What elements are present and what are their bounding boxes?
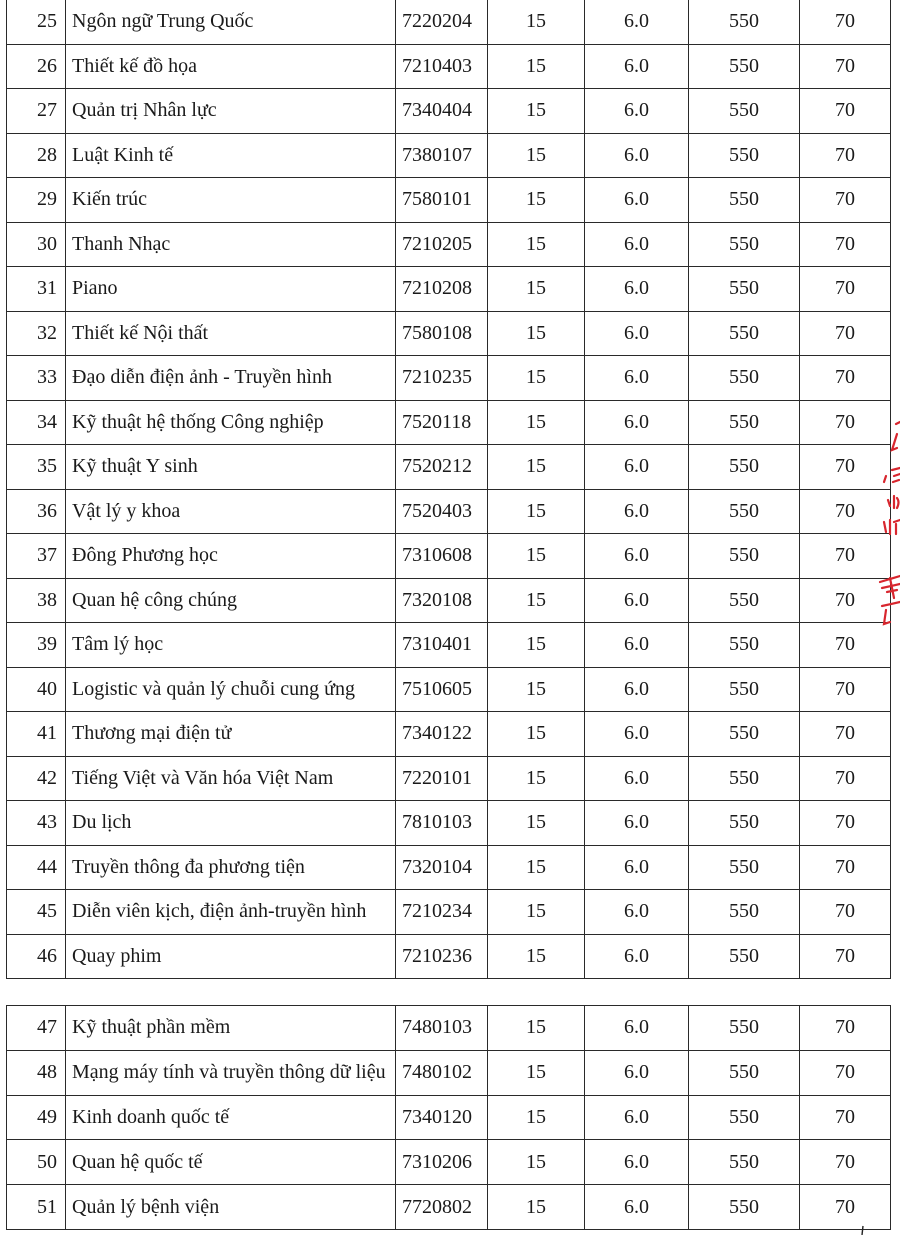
value-col-4: 70 [800,44,891,89]
value-col-1: 15 [488,178,585,223]
admission-table-part-1 [6,0,891,979]
value-col-4: 70 [800,222,891,267]
value-col-2: 6.0 [585,578,689,623]
value-col-4: 70 [800,578,891,623]
value-col-1: 15 [488,133,585,178]
major-code: 7580108 [396,311,488,356]
table-row [7,267,891,312]
value-col-2: 6.0 [585,845,689,890]
value-col-4: 70 [800,489,891,534]
row-number: 36 [7,489,66,534]
major-code: 7310401 [396,623,488,668]
value-col-1: 15 [488,756,585,801]
value-col-3: 550 [689,44,800,89]
row-number: 47 [7,1006,66,1051]
major-code: 7520403 [396,489,488,534]
major-name: Truyền thông đa phương tiện [66,845,396,890]
value-col-1: 15 [488,1140,585,1185]
value-col-2: 6.0 [585,756,689,801]
table-row [7,667,891,712]
major-code: 7810103 [396,801,488,846]
value-col-3: 550 [689,845,800,890]
row-number: 51 [7,1185,66,1230]
value-col-2: 6.0 [585,1185,689,1230]
table-row [7,712,891,757]
value-col-4: 70 [800,534,891,579]
value-col-4: 70 [800,89,891,134]
value-col-1: 15 [488,845,585,890]
value-col-4: 70 [800,133,891,178]
major-name: Logistic và quản lý chuỗi cung ứng [66,667,396,712]
table-row [7,1140,891,1185]
major-code: 7380107 [396,133,488,178]
value-col-1: 15 [488,667,585,712]
major-name: Kiến trúc [66,178,396,223]
row-number: 44 [7,845,66,890]
value-col-1: 15 [488,89,585,134]
table-row [7,0,891,44]
major-name: Quan hệ công chúng [66,578,396,623]
major-name: Thanh Nhạc [66,222,396,267]
scan-edge-mark-icon [855,1222,875,1233]
table-row [7,801,891,846]
value-col-1: 15 [488,0,585,44]
value-col-1: 15 [488,934,585,979]
major-code: 7520118 [396,400,488,445]
value-col-3: 550 [689,756,800,801]
major-name: Piano [66,267,396,312]
value-col-2: 6.0 [585,934,689,979]
value-col-2: 6.0 [585,801,689,846]
major-name: Kỹ thuật phần mềm [66,1006,396,1051]
value-col-2: 6.0 [585,311,689,356]
major-name: Diễn viên kịch, điện ảnh-truyền hình [66,890,396,935]
value-col-2: 6.0 [585,89,689,134]
row-number: 34 [7,400,66,445]
value-col-4: 70 [800,667,891,712]
value-col-4: 70 [800,1050,891,1095]
value-col-4: 70 [800,934,891,979]
major-name: Thương mại điện tử [66,712,396,757]
row-number: 26 [7,44,66,89]
row-number: 31 [7,267,66,312]
table-row [7,178,891,223]
value-col-2: 6.0 [585,1006,689,1051]
value-col-2: 6.0 [585,890,689,935]
major-code: 7510605 [396,667,488,712]
major-code: 7320108 [396,578,488,623]
value-col-2: 6.0 [585,534,689,579]
major-code: 7720802 [396,1185,488,1230]
value-col-3: 550 [689,934,800,979]
value-col-2: 6.0 [585,267,689,312]
major-code: 7520212 [396,445,488,490]
major-code: 7340120 [396,1095,488,1140]
major-name: Vật lý y khoa [66,489,396,534]
value-col-1: 15 [488,445,585,490]
value-col-1: 15 [488,1185,585,1230]
table-row [7,1095,891,1140]
value-col-1: 15 [488,489,585,534]
major-code: 7480102 [396,1050,488,1095]
value-col-2: 6.0 [585,1050,689,1095]
value-col-1: 15 [488,712,585,757]
row-number: 39 [7,623,66,668]
major-name: Quay phim [66,934,396,979]
value-col-2: 6.0 [585,178,689,223]
value-col-2: 6.0 [585,1140,689,1185]
value-col-1: 15 [488,1006,585,1051]
value-col-3: 550 [689,534,800,579]
value-col-1: 15 [488,1095,585,1140]
value-col-1: 15 [488,578,585,623]
value-col-2: 6.0 [585,0,689,44]
value-col-3: 550 [689,0,800,44]
major-name: Kinh doanh quốc tế [66,1095,396,1140]
value-col-1: 15 [488,400,585,445]
value-col-3: 550 [689,578,800,623]
value-col-2: 6.0 [585,1095,689,1140]
value-col-2: 6.0 [585,489,689,534]
value-col-4: 70 [800,400,891,445]
row-number: 45 [7,890,66,935]
value-col-3: 550 [689,1006,800,1051]
table-row [7,400,891,445]
row-number: 48 [7,1050,66,1095]
value-col-1: 15 [488,222,585,267]
value-col-1: 15 [488,801,585,846]
value-col-4: 70 [800,623,891,668]
row-number: 29 [7,178,66,223]
row-number: 50 [7,1140,66,1185]
row-number: 46 [7,934,66,979]
table-row [7,489,891,534]
major-name: Luật Kinh tế [66,133,396,178]
table-row [7,311,891,356]
value-col-2: 6.0 [585,623,689,668]
major-code: 7220101 [396,756,488,801]
value-col-1: 15 [488,267,585,312]
value-col-4: 70 [800,801,891,846]
admission-table-part-2 [6,1005,891,1230]
value-col-2: 6.0 [585,445,689,490]
red-stamp-fragment-icon [866,410,900,640]
table-row [7,133,891,178]
table-row [7,578,891,623]
row-number: 33 [7,356,66,401]
major-name: Quản trị Nhân lực [66,89,396,134]
value-col-3: 550 [689,890,800,935]
row-number: 42 [7,756,66,801]
value-col-1: 15 [488,890,585,935]
value-col-3: 550 [689,1095,800,1140]
value-col-3: 550 [689,311,800,356]
value-col-3: 550 [689,400,800,445]
value-col-3: 550 [689,1140,800,1185]
row-number: 27 [7,89,66,134]
major-code: 7320104 [396,845,488,890]
value-col-4: 70 [800,311,891,356]
table-row [7,1050,891,1095]
value-col-2: 6.0 [585,712,689,757]
row-number: 28 [7,133,66,178]
value-col-4: 70 [800,356,891,401]
major-name: Thiết kế Nội thất [66,311,396,356]
table-row [7,1185,891,1230]
value-col-2: 6.0 [585,400,689,445]
major-code: 7340122 [396,712,488,757]
major-code: 7210205 [396,222,488,267]
value-col-3: 550 [689,623,800,668]
major-name: Đông Phương học [66,534,396,579]
value-col-4: 70 [800,756,891,801]
row-number: 38 [7,578,66,623]
major-name: Kỹ thuật Y sinh [66,445,396,490]
value-col-4: 70 [800,845,891,890]
table-row [7,89,891,134]
value-col-3: 550 [689,1050,800,1095]
row-number: 32 [7,311,66,356]
major-name: Du lịch [66,801,396,846]
value-col-3: 550 [689,267,800,312]
table-row [7,534,891,579]
value-col-1: 15 [488,356,585,401]
row-number: 40 [7,667,66,712]
value-col-1: 15 [488,534,585,579]
value-col-3: 550 [689,489,800,534]
table-row [7,845,891,890]
major-code: 7310608 [396,534,488,579]
major-code: 7210236 [396,934,488,979]
table-row [7,44,891,89]
table-row [7,623,891,668]
major-code: 7210403 [396,44,488,89]
major-code: 7480103 [396,1006,488,1051]
row-number: 35 [7,445,66,490]
table-row [7,222,891,267]
row-number: 49 [7,1095,66,1140]
row-number: 43 [7,801,66,846]
value-col-1: 15 [488,1050,585,1095]
row-number: 41 [7,712,66,757]
major-name: Tiếng Việt và Văn hóa Việt Nam [66,756,396,801]
value-col-2: 6.0 [585,222,689,267]
value-col-1: 15 [488,44,585,89]
major-name: Quan hệ quốc tế [66,1140,396,1185]
row-number: 37 [7,534,66,579]
major-name: Đạo diễn điện ảnh - Truyền hình [66,356,396,401]
major-name: Ngôn ngữ Trung Quốc [66,0,396,44]
row-number: 30 [7,222,66,267]
value-col-3: 550 [689,178,800,223]
value-col-4: 70 [800,712,891,757]
value-col-4: 70 [800,890,891,935]
major-name: Mạng máy tính và truyền thông dữ liệu [66,1050,396,1095]
value-col-3: 550 [689,445,800,490]
value-col-2: 6.0 [585,44,689,89]
value-col-2: 6.0 [585,356,689,401]
major-name: Thiết kế đồ họa [66,44,396,89]
table-row [7,756,891,801]
major-code: 7340404 [396,89,488,134]
value-col-3: 550 [689,1185,800,1230]
major-name: Quản lý bệnh viện [66,1185,396,1230]
value-col-1: 15 [488,623,585,668]
table-row [7,356,891,401]
value-col-3: 550 [689,667,800,712]
major-code: 7310206 [396,1140,488,1185]
value-col-4: 70 [800,1140,891,1185]
value-col-4: 70 [800,1185,891,1230]
value-col-4: 70 [800,445,891,490]
value-col-3: 550 [689,801,800,846]
table-row [7,1006,891,1051]
major-name: Kỹ thuật hệ thống Công nghiệp [66,400,396,445]
value-col-3: 550 [689,712,800,757]
value-col-4: 70 [800,0,891,44]
table-row [7,445,891,490]
value-col-2: 6.0 [585,133,689,178]
table-row [7,934,891,979]
row-number: 25 [7,0,66,44]
value-col-2: 6.0 [585,667,689,712]
major-code: 7220204 [396,0,488,44]
value-col-4: 70 [800,267,891,312]
value-col-4: 70 [800,1095,891,1140]
table-row [7,890,891,935]
major-code: 7210208 [396,267,488,312]
value-col-3: 550 [689,222,800,267]
value-col-3: 550 [689,356,800,401]
major-code: 7580101 [396,178,488,223]
value-col-4: 70 [800,178,891,223]
major-code: 7210235 [396,356,488,401]
major-name: Tâm lý học [66,623,396,668]
value-col-3: 550 [689,89,800,134]
value-col-4: 70 [800,1006,891,1051]
major-code: 7210234 [396,890,488,935]
value-col-3: 550 [689,133,800,178]
value-col-1: 15 [488,311,585,356]
